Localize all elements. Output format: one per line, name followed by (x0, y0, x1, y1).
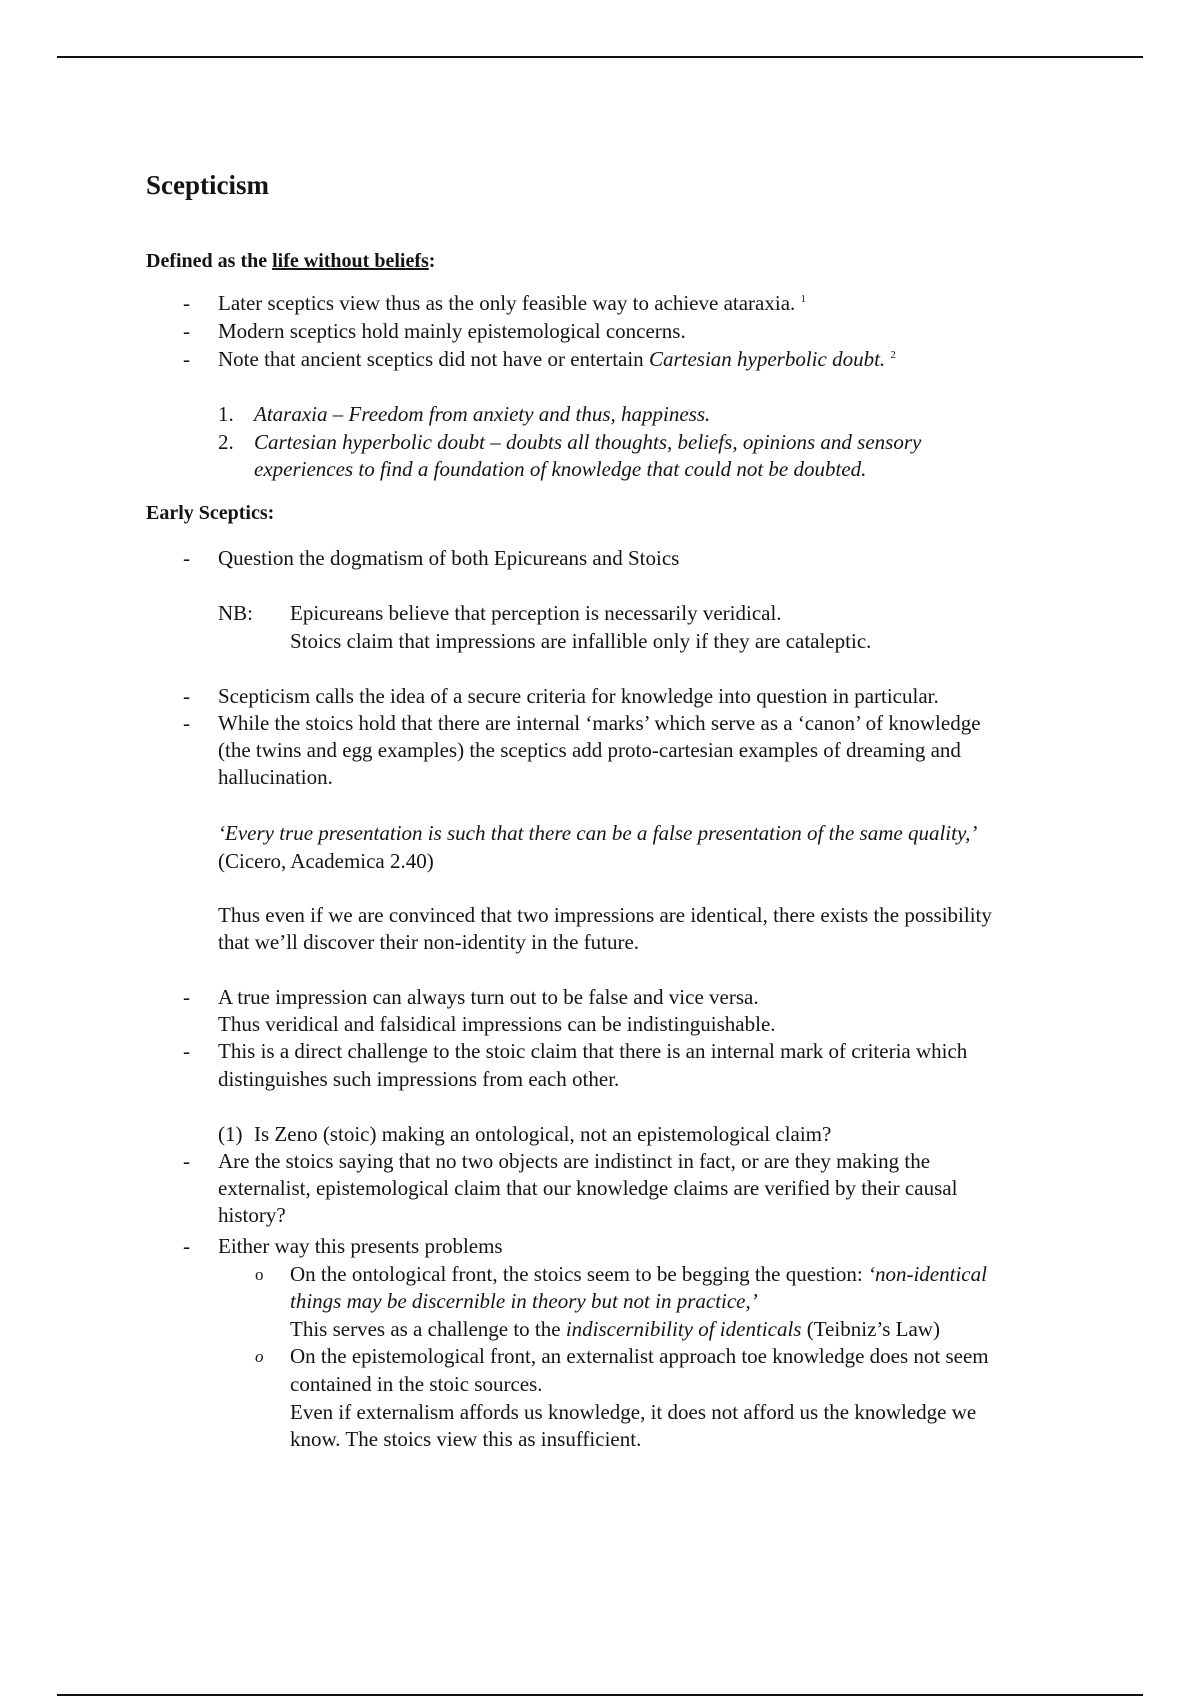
list-item: A true impression can always turn out to be false and vice versa. (218, 985, 759, 1009)
list-item-continued: Thus veridical and falsidical impressions can be indistinguishable. (218, 1012, 776, 1036)
bullet-dash: - (183, 684, 190, 708)
bullet-dash: - (183, 347, 190, 371)
paragraph: that we’ll discover their non-identity in the future. (218, 930, 640, 954)
bullet-dash: - (183, 1149, 190, 1173)
list-item: Scepticism calls the idea of a secure criteria for knowledge into question in particular. (218, 684, 939, 708)
footnote-ref: 1 (800, 293, 807, 305)
list-item: Note that ancient sceptics did not have or entertain Cartesian hyperbolic doubt. $^2$ (218, 347, 896, 371)
bullet-dash: - (183, 291, 190, 315)
question-number: (1) (218, 1122, 243, 1146)
circle-bullet-icon: o (255, 1347, 264, 1366)
quotation: ‘Every true presentation is such that there can be a false presentation of the same quality,’ (218, 821, 978, 845)
paragraph: Thus even if we are convinced that two impressions are identical, there exists the possibility (218, 903, 992, 927)
circle-bullet-icon: o (255, 1265, 264, 1284)
list-item: Later sceptics view thus as the only feasible way to achieve ataraxia. $^1$ (218, 291, 807, 315)
list-item: Modern sceptics hold mainly epistemological concerns. (218, 319, 686, 343)
sub-list-item-continued: This serves as a challenge to the indiscernibility of identicals (Teibniz’s Law) (290, 1317, 940, 1341)
nb-text: Stoics claim that impressions are infallible only if they are cataleptic. (290, 629, 872, 653)
note-number: 1. (218, 402, 234, 426)
list-item-continued: hallucination. (218, 765, 333, 789)
list-item-continued: externalist, epistemological claim that our knowledge claims are verified by their causal (218, 1176, 958, 1200)
footnote-text: Cartesian hyperbolic doubt – doubts all thoughts, beliefs, opinions and sensory (254, 430, 922, 454)
sub-list-item: On the epistemological front, an externalist approach toe knowledge does not seem (290, 1344, 989, 1368)
citation: (Cicero, Academica 2.40) (218, 849, 434, 873)
list-item: While the stoics hold that there are internal ‘marks’ which serve as a ‘canon’ of knowledge (218, 711, 981, 735)
bullet-dash: - (183, 985, 190, 1009)
bullet-dash: - (183, 319, 190, 343)
list-item: Question the dogmatism of both Epicureans and Stoics (218, 546, 680, 570)
defined-heading: Defined as the life without beliefs: (146, 250, 436, 272)
page-title: Scepticism (146, 170, 269, 200)
nb-text: Epicureans believe that perception is necessarily veridical. (290, 601, 782, 625)
footnote-text: Ataraxia – Freedom from anxiety and thus, happiness. (254, 402, 711, 426)
bullet-dash: - (183, 1234, 190, 1258)
sub-list-item-continued: things may be discernible in theory but not in practice,’ (290, 1289, 758, 1313)
footnote-ref: 2 (890, 349, 896, 361)
sub-list-item-continued: Even if externalism affords us knowledge, it does not afford us the knowledge we (290, 1400, 977, 1424)
bullet-dash: - (183, 711, 190, 735)
list-item-continued: (the twins and egg examples) the sceptics add proto-cartesian examples of dreaming and (218, 738, 961, 762)
underlined-phrase: life without beliefs (272, 250, 429, 272)
bullet-dash: - (183, 546, 190, 570)
note-number: 2. (218, 430, 234, 454)
sub-list-item: On the ontological front, the stoics seem to be begging the question: ‘non-identical (290, 1262, 987, 1286)
list-item-continued: distinguishes such impressions from each other. (218, 1067, 620, 1091)
footnote-text: experiences to find a foundation of knowledge that could not be doubted. (254, 457, 867, 481)
sub-list-item-continued: contained in the stoic sources. (290, 1372, 543, 1396)
bullet-dash: - (183, 1039, 190, 1063)
list-item: Either way this presents problems (218, 1234, 503, 1258)
list-item: Are the stoics saying that no two objects are indistinct in fact, or are they making the (218, 1149, 931, 1173)
nb-label: NB: (218, 601, 254, 625)
sub-list-item-continued: know. The stoics view this as insufficient. (290, 1427, 642, 1451)
section-heading: Early Sceptics: (146, 502, 275, 524)
list-item: This is a direct challenge to the stoic claim that there is an internal mark of criteria which (218, 1039, 968, 1063)
question-text: Is Zeno (stoic) making an ontological, not an epistemological claim? (254, 1122, 832, 1146)
list-item-continued: history? (218, 1203, 286, 1227)
bottom-rule (57, 1694, 1143, 1696)
